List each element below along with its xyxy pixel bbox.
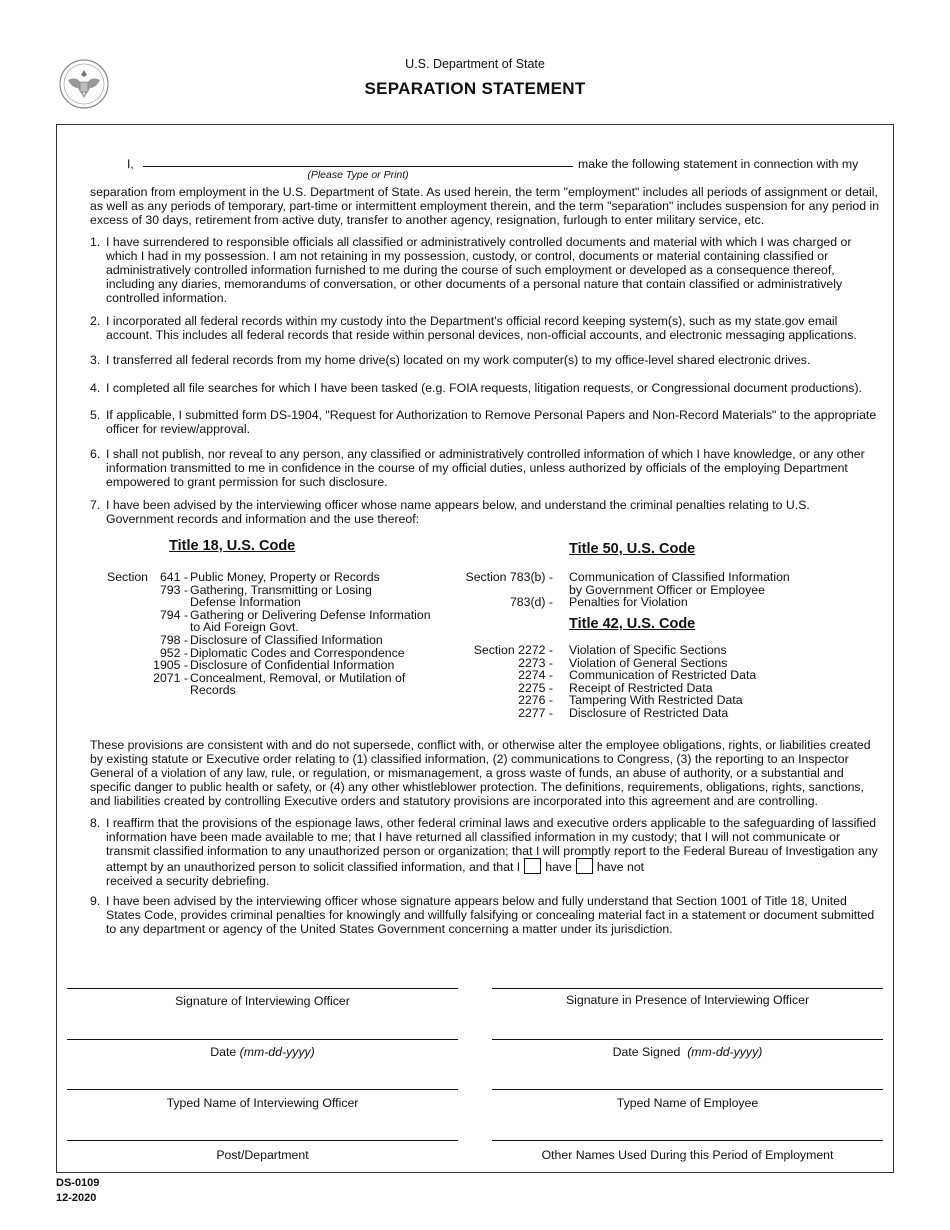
statement-prefix: I, bbox=[127, 157, 134, 171]
item-4 bbox=[90, 381, 880, 395]
post-department-field[interactable] bbox=[67, 1140, 458, 1141]
code-section-text: Public Money, Property or Records bbox=[190, 570, 380, 584]
code-section-number: 2274 - bbox=[518, 668, 553, 683]
code-row bbox=[140, 634, 450, 647]
code-section-number: 794 - bbox=[159, 607, 188, 622]
department-name: U.S. Department of State bbox=[405, 57, 545, 71]
employee-name-field[interactable] bbox=[143, 166, 573, 167]
form-number: DS-0109 bbox=[56, 1177, 100, 1189]
date-signed-field[interactable] bbox=[492, 1039, 883, 1040]
code-section-number: 2276 - bbox=[518, 693, 553, 708]
code-section-text: Violation of Specific Sections bbox=[569, 643, 727, 657]
code-section-text: Diplomatic Codes and Correspondence bbox=[190, 645, 405, 660]
officer-date-label bbox=[67, 1045, 458, 1059]
code-row bbox=[140, 596, 450, 609]
title-50-heading: Title 50, U.S. Code bbox=[569, 541, 696, 557]
form-revision: 12-2020 bbox=[56, 1192, 97, 1204]
date-signed-format-hint: (mm-dd-yyyy) bbox=[687, 1045, 763, 1059]
item-1 bbox=[90, 235, 880, 305]
item-number: 4. bbox=[90, 381, 101, 395]
provisions-paragraph: These provisions are consistent with and do not supersede, conflict with, or otherwise alter the employee obligations, rights, or liabilities created by existing statute or Executive order relating to (1) classified information, (2) communications to Congress, (3) the reporting to an Inspector General of a violation of any law, rule, or regulation, or mismanagement, a gross waste of funds, an abuse of authority, or a substantial and specific danger to public health or safety, or (4) any other whistleblower protection. The definitions, requirements, obligations, rights, sanctions, and liabilities created by controlling Executive orders and statutory provisions are incorporated into this agreement and are controlling. bbox=[90, 738, 871, 808]
other-names-field[interactable] bbox=[492, 1140, 883, 1141]
code-section-number: Section 2272 - bbox=[473, 643, 553, 657]
item-number: 8. bbox=[90, 816, 101, 830]
code-row bbox=[140, 672, 450, 685]
item-text: I have been advised by the interviewing officer whose signature appears below and fully understand that Section 1001 of Title 18, United States Code, provides criminal penalties for knowingly and willfully falsifying or concealing material fact in a statement or document submitted to any department or agency of the United States Government concerning a matter under its jurisdiction. bbox=[106, 894, 875, 936]
item-8 bbox=[90, 816, 880, 888]
code-row bbox=[440, 707, 880, 720]
item-8-ending: received a security debriefing. bbox=[106, 874, 270, 888]
have-checkbox[interactable] bbox=[524, 858, 541, 874]
code-section-number: 2273 - bbox=[518, 655, 553, 670]
item-number: 2. bbox=[90, 314, 101, 328]
code-section-text: Tampering With Restricted Data bbox=[569, 693, 743, 708]
code-section-number: 2277 - bbox=[518, 705, 553, 720]
code-section-text: Disclosure of Restricted Data bbox=[569, 705, 729, 720]
code-section-text: to Aid Foreign Govt. bbox=[190, 620, 299, 635]
statement-suffix: make the following statement in connection with my bbox=[578, 157, 859, 171]
code-section-number: 952 - bbox=[159, 645, 188, 660]
code-row bbox=[440, 669, 880, 682]
have-not-label: have not bbox=[596, 860, 645, 874]
code-section-text: Communication of Classified Information bbox=[569, 570, 790, 584]
code-row bbox=[440, 644, 880, 657]
code-section-text: Disclosure of Confidential Information bbox=[190, 658, 395, 673]
statement-continuation: separation from employment in the U.S. Department of State. As used herein, the term "employment" includes all periods of assignment or detail, as well as any periods of temporary, part-time or intermittent employment therein, and the term "separation" includes suspension for any period in excess of 30 days, retirement from active duty, transfer to another agency, resignation, furlough to enter military service, etc. bbox=[90, 185, 880, 227]
code-section-text: Records bbox=[190, 683, 236, 698]
code-row bbox=[140, 684, 450, 697]
item-text: I completed all file searches for which I have been tasked (e.g. FOIA requests, litigation requests, or Congressional document productions). bbox=[106, 381, 862, 395]
date-format-hint: (mm-dd-yyyy) bbox=[239, 1045, 315, 1059]
item-number: 6. bbox=[90, 447, 101, 461]
officer-typed-name-label: Typed Name of Interviewing Officer bbox=[166, 1096, 359, 1110]
item-number: 7. bbox=[90, 498, 101, 512]
code-section-number: 1905 - bbox=[153, 658, 188, 673]
item-text: I reaffirm that the provisions of the espionage laws, other federal criminal laws and executive orders applicable to the safeguarding of lassified information have been made available to me; that I have returned all classified information in my custody; that I will not communicate or transmit classified information to any unauthorized person or organization; that I will promptly report to the Federal Bureau of Investigation any attempt by an unauthorized person to solicit classified information, and that I bbox=[106, 816, 878, 874]
code-row bbox=[440, 571, 880, 584]
title-18-heading: Title 18, U.S. Code bbox=[169, 538, 296, 554]
employee-signature-field[interactable] bbox=[492, 988, 883, 989]
title-42-heading: Title 42, U.S. Code bbox=[569, 616, 696, 632]
date-signed-label bbox=[492, 1045, 883, 1059]
code-section-number: 783(d) - bbox=[509, 595, 553, 610]
item-number: 9. bbox=[90, 894, 101, 908]
item-3 bbox=[90, 353, 880, 367]
item-number: 3. bbox=[90, 353, 101, 367]
item-text: I have surrendered to responsible officials all classified or administratively controlled documents and material with which I was charged or which I had in my possession. I am not retaining in my possession, custody, or control, documents or material containing classified or administratively controlled information furnished to me during the course of such employment or developed as a consequence thereof, including any diaries, memorandums of conversation, or other documents of a personal nature that contain classified or administratively controlled information. bbox=[106, 235, 852, 305]
item-text: If applicable, I submitted form DS-1904, "Request for Authorization to Remove Personal Papers and Non-Record Materials" to the appropriate officer for review/approval. bbox=[106, 408, 877, 436]
code-section-number: Section 783(b) - bbox=[465, 570, 553, 584]
form-title: SEPARATION STATEMENT bbox=[364, 79, 586, 98]
employee-typed-name-field[interactable] bbox=[492, 1089, 883, 1090]
code-row bbox=[140, 659, 450, 672]
item-6 bbox=[90, 447, 880, 489]
code-section-number: 2071 - bbox=[153, 670, 188, 685]
employee-typed-name-label: Typed Name of Employee bbox=[616, 1096, 759, 1110]
officer-signature-field[interactable] bbox=[67, 988, 458, 989]
item-text: I incorporated all federal records within my custody into the Department's official record keeping system(s), such as my state.gov email account. This includes all federal records that reside within personal devices, non-official accounts, and electronic messaging applications. bbox=[106, 314, 857, 342]
code-section-text: Disclosure of Classified Information bbox=[190, 632, 383, 647]
code-section-number: 2275 - bbox=[518, 680, 553, 695]
have-label: have bbox=[545, 860, 572, 874]
code-section-text: Penalties for Violation bbox=[569, 595, 688, 610]
post-department-label: Post/Department bbox=[216, 1148, 309, 1162]
item-2 bbox=[90, 314, 880, 342]
code-section-text: Gathering, Transmitting or Losing bbox=[190, 582, 372, 597]
other-names-label: Other Names Used During this Period of Employment bbox=[541, 1148, 834, 1162]
item-number: 5. bbox=[90, 408, 101, 422]
title-50-list bbox=[440, 571, 880, 609]
item-5 bbox=[90, 408, 880, 436]
code-section-text: Receipt of Restricted Data bbox=[569, 680, 713, 695]
officer-signature-label: Signature of Interviewing Officer bbox=[175, 994, 350, 1008]
date-label-text: Date bbox=[210, 1045, 237, 1059]
code-section-text: Defense Information bbox=[190, 595, 301, 610]
officer-typed-name-field[interactable] bbox=[67, 1089, 458, 1090]
name-field-hint: (Please Type or Print) bbox=[307, 169, 409, 181]
code-section-number: 793 - bbox=[159, 582, 188, 597]
code-section-number: 798 - bbox=[159, 632, 188, 647]
item-number: 1. bbox=[90, 235, 101, 249]
title-18-section-word: Section bbox=[107, 570, 149, 584]
code-section-text: Communication of Restricted Data bbox=[569, 668, 757, 683]
code-row bbox=[440, 596, 880, 609]
code-section-text: Concealment, Removal, or Mutilation of bbox=[190, 670, 406, 685]
code-section-text: Violation of General Sections bbox=[569, 655, 728, 670]
item-7 bbox=[90, 498, 880, 526]
have-not-checkbox[interactable] bbox=[576, 858, 593, 874]
code-section-text: by Government Officer or Employee bbox=[569, 582, 765, 597]
date-signed-label-text: Date Signed bbox=[612, 1045, 681, 1059]
item-text: I shall not publish, nor reveal to any person, any classified or administratively controlled information of which I have knowledge, or any other information transmitted to me in confidence in the course of my official duties, unless authorized by officials of the employing Department empowered to grant permission for such disclosure. bbox=[106, 447, 865, 489]
code-section-text: Gathering or Delivering Defense Information bbox=[190, 607, 431, 622]
item-text: I transferred all federal records from my home drive(s) located on my work computer(s) to my office-level shared electronic drives. bbox=[106, 353, 811, 367]
employee-signature-label: Signature in Presence of Interviewing Officer bbox=[565, 993, 810, 1007]
code-section-number: 641 - bbox=[159, 570, 188, 584]
title-18-list bbox=[140, 571, 450, 697]
officer-date-field[interactable] bbox=[67, 1039, 458, 1040]
item-text: I have been advised by the interviewing officer whose name appears below, and understand the criminal penalties relating to U.S. Government records and information and the use thereof: bbox=[106, 498, 810, 526]
item-9 bbox=[90, 894, 880, 936]
code-row bbox=[140, 571, 450, 584]
title-42-list bbox=[440, 644, 880, 720]
